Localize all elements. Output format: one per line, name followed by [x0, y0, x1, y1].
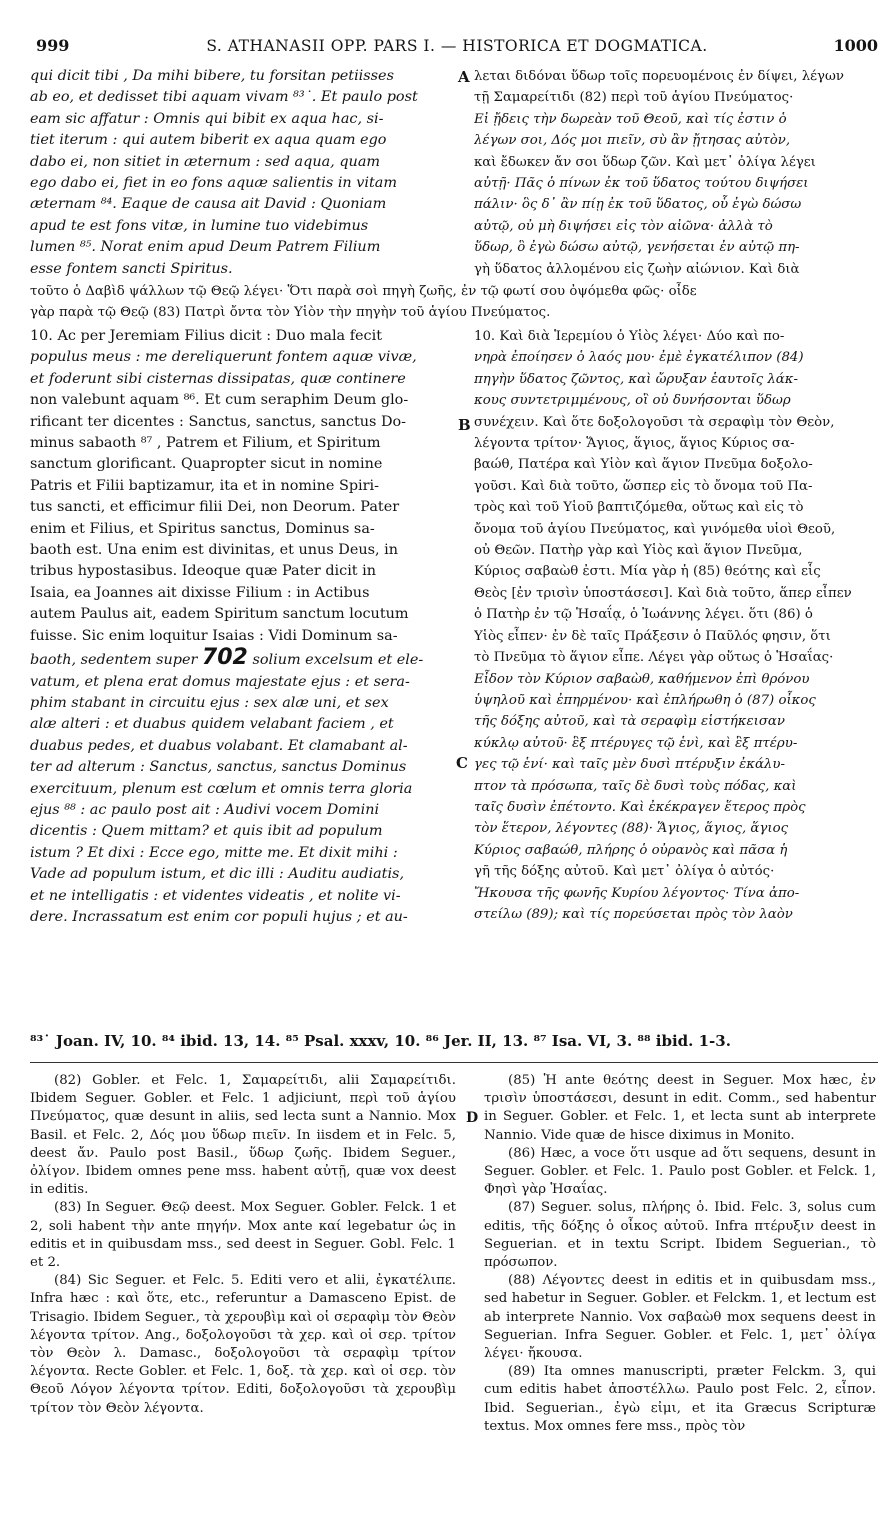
- latin-line: lumen ⁸⁵. Norat enim apud Deum Patrem Filium: [30, 239, 381, 256]
- latin-line: apud te est fons vitæ, in lumine tuo videbimus: [30, 217, 369, 234]
- latin-line: populus meus : me dereliquerunt fontem aquæ vivæ,: [30, 349, 417, 366]
- margin-letter-b: B: [458, 416, 471, 434]
- latin-line: non valebunt aquam ⁸⁶. Et cum seraphim Deum glo-: [30, 392, 409, 409]
- running-title: S. ATHANASII OPP. PARS I. — HISTORICA ET DOGMATICA.: [206, 37, 708, 55]
- greek-line: Κύριος σαβαώθ, πλήρης ὁ οὐρανὸς καὶ πᾶσα ἡ: [474, 842, 788, 858]
- greek-line: ὁ Πατὴρ ἐν τῷ Ἡσαΐᾳ, ὁ Ἰωάννης λέγει. ὅτι (86) ὁ: [474, 607, 813, 623]
- greek-line: πάλιν· ὃς δ᾽ ἂν πίῃ ἐκ τοῦ ὕδατος, οὗ ἐγὼ δώσω: [474, 197, 802, 213]
- latin-line: fuisse. Sic enim loquitur Isaias : Vidi Dominum sa-: [30, 627, 398, 644]
- footnote: (86) Hæc, a voce ὅτι usque ad ὅτι sequens, desunt in Seguer. Gobler. et Felc. 1. Paulo post Gobler. et Felck. 1, Φησὶ γὰρ Ἡσαΐας.: [484, 1145, 876, 1198]
- latin-line: et foderunt sibi cisternas dissipatas, quæ continere: [30, 370, 406, 387]
- greek-line: κύκλῳ αὐτοῦ· ἓξ πτέρυγες τῷ ἑνὶ, καὶ ἓξ πτέρυ-: [474, 735, 798, 751]
- latin-line: Vade ad populum istum, et dic illi : Auditu audiatis,: [30, 866, 405, 883]
- greek-line: πηγὴν ὕδατος ζῶντος, καὶ ὤρυξαν ἑαυτοῖς λάκ-: [474, 371, 798, 387]
- footnote: (83) In Seguer. Θεῷ deest. Mox Seguer. Gobler. Felck. 1 et 2, soli habent τὴν ante πηγήν. Mox ante καί legebatur ὡς in editis et in quibusdam mss., sed deest in Seguer. Gobl. Felc. 1 et 2.: [30, 1200, 456, 1271]
- latin-line: enim et Filius, et Spiritus sanctus, Dominus sa-: [30, 520, 375, 537]
- latin-line: esse fontem sancti Spiritus.: [30, 260, 233, 277]
- latin-line: exercituum, plenum est cœlum et omnis terra gloria: [30, 780, 413, 797]
- greek-full-line: τοῦτο ὁ Δαβὶδ ψάλλων τῷ Θεῷ λέγει· Ὅτι παρὰ σοὶ πηγὴ ζωῆς, ἐν τῷ φωτί σου ὀψόμεθα φῶς· οἶδε: [30, 284, 697, 299]
- greek-line: τῇ Σαμαρείτιδι (82) περὶ τοῦ ἁγίου Πνεύματος·: [474, 90, 794, 106]
- latin-line: solium excelsum et ele-: [252, 652, 424, 669]
- greek-line: λεται διδόναι ὕδωρ τοῖς πορευομένοις ἐν δίψει, λέγων: [474, 69, 844, 84]
- footnote: (89) Ita omnes manuscripti, præter Felckm. 3, qui cum editis habet ἀποστέλλω. Paulo post Felc. 2, εἶπον. Ibid. Seguerian., ἐγὼ εἰμι, et ita Græcus Scripturæ textus. Mox omnes fere mss., πρὸς τὸν: [484, 1364, 876, 1434]
- latin-line: ejus ⁸⁸ : ac paulo post ait : Audivi vocem Domini: [30, 801, 380, 818]
- latin-line: baoth est. Una enim est divinitas, et unus Deus, in: [30, 542, 399, 559]
- latin-line: Isaia, ea Joannes ait dixisse Filium : in Actibus: [30, 584, 370, 601]
- greek-line: ὕδωρ, ὃ ἐγὼ δώσω αὐτῷ, γενήσεται ἐν αὐτῷ πη-: [474, 240, 800, 256]
- greek-line: Εἶδον τὸν Κύριον σαβαὼθ, καθήμενον ἐπὶ θρόνου: [474, 671, 810, 687]
- greek-column-top: [474, 66, 878, 280]
- greek-line: τρὸς καὶ τοῦ Υἱοῦ βαπτιζόμεθα, οὕτως καὶ εἰς τὸ: [474, 500, 804, 516]
- greek-line: ὑψηλοῦ καὶ ἐπηρμένου· καὶ ἐπλήρωθη ὁ (87) οἶκος: [474, 692, 816, 708]
- latin-line: autem Paulus ait, eadem Spiritum sanctum locutum: [30, 606, 409, 623]
- footnote: (85) Ἡ ante θεότης deest in Seguer. Mox hæc, ἐν τρισὶν ὑποστάσεσι, desunt in edit. Comm., sed habentur in Seguer. Gobler. et Felc. 1, et lecta sunt ab interprete Nannio. Vide quæ de hisce diximus in Monito.: [484, 1073, 876, 1143]
- page-number-left: 999: [36, 36, 70, 55]
- greek-line: κους συντετριμμένους, οἳ οὐ δυνήσονται ὕδωρ: [474, 393, 791, 409]
- greek-line: τὸ Πνεῦμα τὸ ἅγιον εἶπε. Λέγει γὰρ οὕτως ὁ Ἡσαΐας·: [474, 650, 834, 666]
- footnote: (84) Sic Seguer. et Felc. 5. Editi vero et alii, ἐγκατέλιπε. Infra hæc : καὶ ὅτε, etc., referuntur a Damasceno Epist. de Trisagio. Ibidem Seguer., τὰ χερουβὶμ καὶ οἱ σεραφὶμ τὸν Θεὸν λέγοντα τρίτον. Ang., δοξολογοῦσι τὰ χερ. καὶ οἱ σερ. τρίτον τὸν Θεὸν λ. Damasc., δοξολογοῦσι τὰ σεραφὶμ τρίτον λέγοντα. Recte Gobler. et Felc. 1, δοξ. τὰ χερ. καὶ οἱ σερ. τὸν Θεοῦ Λόγον λέγοντα τρίτον. Editi, δοξολογοῦσι τὰ χερουβὶμ τρίτον τὸν Θεὸν λέγοντα.: [30, 1273, 456, 1416]
- greek-line: Κύριος σαβαὼθ ἐστι. Μία γὰρ ἡ (85) θεότης καὶ εἷς: [474, 564, 821, 580]
- greek-line: νηρὰ ἐποίησεν ὁ λαός μου· ἐμὲ ἐγκατέλιπον (84): [474, 350, 804, 366]
- latin-line: baoth, sedentem super: [30, 652, 198, 669]
- greek-line: συνέχειν. Καὶ ὅτε δοξολογοῦσι τὰ σεραφὶμ τὸν Θεὸν,: [474, 414, 835, 430]
- latin-line: istum ? Et dixi : Ecce ego, mitte me. Et dixit mihi :: [30, 844, 398, 861]
- footnote: (87) Seguer. solus, πλήρης ὁ. Ibid. Felc. 3, solus cum editis, τῆς δόξης ὁ οἶκος αὐτοῦ. Infra πτέρυξιν deest in Seguerian. et in textu Script. Ibidem Seguerian., τὸ πρόσωπον.: [484, 1200, 876, 1271]
- footnote: (82) Gobler. et Felc. 1, Σαμαρείτιδι, alii Σαμαρείτιδι. Ibidem Seguer. Gobler. et Felc. 1 adjiciunt, περὶ τοῦ ἁγίου Πνεύματος, quæ desunt in aliis, sed lecta sunt a Nannio. Mox Basil. et Felc. 2, Δός μου ὕδωρ πιεῖν. In iisdem et in Felc. 5, deest ἄν. Paulo post Basil., ὕδωρ ζωῆς. Ibidem Seguer., ὀλίγον. Ibidem omnes pene mss. habent αὐτῇ, quæ vox deest in editis.: [30, 1073, 456, 1198]
- latin-line: alæ alteri : et duabus quidem velabant faciem , et: [30, 716, 394, 733]
- latin-line: qui dicit tibi , Da mihi bibere, tu forsitan petiisses: [30, 68, 394, 84]
- footnotes-left: [30, 1072, 456, 1418]
- greek-line: Ἤκουσα τῆς φωνῆς Κυρίου λέγοντος· Τίνα ἀπο-: [474, 885, 800, 901]
- margin-letter-d: D: [466, 1110, 479, 1126]
- greek-line: γὴ ὕδατος ἁλλομένου εἰς ζωὴν αἰώνιον. Καὶ διὰ: [474, 261, 800, 277]
- greek-line: λέγοντα τρίτον· Ἅγιος, ἅγιος, ἅγιος Κύριος σα-: [474, 436, 795, 452]
- latin-line: sanctum glorificant. Quapropter sicut in nomine: [30, 456, 383, 473]
- greek-line: 10. Καὶ διὰ Ἱερεμίου ὁ Υἱὸς λέγει· Δύο καὶ πο-: [474, 329, 785, 344]
- greek-line: γῆ τῆς δόξης αὐτοῦ. Καὶ μετ᾽ ὀλίγα ὁ αὐτός·: [474, 864, 775, 880]
- latin-line-with-page-number: [30, 647, 456, 671]
- footnotes-right: [484, 1072, 876, 1436]
- latin-line: 10. Ac per Jeremiam Filius dicit : Duo mala fecit: [30, 328, 382, 344]
- greek-line: στείλω (89); καὶ τίς πορεύσεται πρὸς τὸν λαὸν: [474, 906, 793, 922]
- latin-line: Patris et Filii baptizamur, ita et in nomine Spiri-: [30, 477, 380, 494]
- latin-line: ab eo, et dedisset tibi aquam vivam ⁸³˙. Et paulo post: [30, 89, 418, 106]
- greek-line: καὶ ἔδωκεν ἄν σοι ὕδωρ ζῶν. Καὶ μετ᾽ ὀλίγα λέγει: [474, 154, 816, 170]
- latin-line: æternam ⁸⁴. Eaque de causa ait David : Quoniam: [30, 196, 387, 213]
- latin-line: ter ad alterum : Sanctus, sanctus, sanctus Dominus: [30, 759, 407, 776]
- inline-page-number: 702: [201, 647, 248, 671]
- footnote: (88) Λέγοντες deest in editis et in quibusdam mss., sed habetur in Seguer. Gobler. et Felckm. 1, et lectum est ab interprete Nannio. Vox σαβαὼθ mox sequens deest in Seguerian. Infra Seguer. Gobler. et Felc. 1, μετ᾽ ὀλίγα λέγει· ἤκουσα.: [484, 1273, 876, 1362]
- greek-line: Θεὸς [ἐν τρισὶν ὑποστάσεσι]. Καὶ διὰ τοῦτο, ἅπερ εἶπεν: [474, 585, 852, 601]
- running-header: [36, 36, 878, 62]
- latin-line: et ne intelligatis : et videntes videatis , et nolite vi-: [30, 887, 401, 904]
- greek-line: λέγων σοι, Δός μοι πιεῖν, σὺ ἂν ᾔτησας αὐτὸν,: [474, 133, 791, 149]
- latin-line: ego dabo ei, fiet in eo fons aquæ salientis in vitam: [30, 175, 398, 192]
- greek-line: βαώθ, Πατέρα καὶ Υἱὸν καὶ ἅγιον Πνεῦμα δοξολο-: [474, 457, 813, 473]
- latin-line: rificant ter dicentes : Sanctus, sanctus, sanctus Do-: [30, 413, 407, 430]
- greek-line: αὐτῇ· Πᾶς ὁ πίνων ἐκ τοῦ ὕδατος τούτου διψήσει: [474, 176, 809, 192]
- greek-line: ὄνομα τοῦ ἁγίου Πνεύματος, καὶ γινόμεθα υἱοὶ Θεοῦ,: [474, 521, 836, 537]
- latin-column-top: [30, 66, 456, 280]
- greek-line: ταῖς δυσὶν ἐπέτοντο. Καὶ ἐκέκραγεν ἕτερος πρὸς: [474, 799, 806, 815]
- greek-full-line: γὰρ παρὰ τῷ Θεῷ (83) Πατρὶ ὄντα τὸν Υἱὸν τὴν πηγὴν τοῦ ἁγίου Πνεύματος.: [30, 305, 551, 320]
- margin-letter-c: C: [456, 754, 468, 772]
- latin-line: dere. Incrassatum est enim cor populi hujus ; et au-: [30, 908, 408, 925]
- greek-line: Υἱὸς εἶπεν· ἐν δὲ ταῖς Πράξεσιν ὁ Παῦλός φησιν, ὅτι: [474, 628, 831, 644]
- latin-line: vatum, et plena erat domus majestate ejus : et sera-: [30, 673, 410, 690]
- latin-line: dabo ei, non sitiet in æternum : sed aqua, quam: [30, 153, 381, 170]
- latin-line: dicentis : Quem mittam? et quis ibit ad populum: [30, 823, 383, 840]
- greek-line: πτον τὰ πρόσωπα, ταῖς δὲ δυσὶ τοὺς πόδας, καὶ: [474, 778, 797, 794]
- latin-line: tus sancti, et efficimur filii Dei, non Deorum. Pater: [30, 499, 400, 516]
- greek-line: Εἰ ᾔδεις τὴν δωρεὰν τοῦ Θεοῦ, καὶ τίς ἐστιν ὁ: [474, 111, 787, 127]
- greek-line: οὐ Θεῶν. Πατὴρ γὰρ καὶ Υἱὸς καὶ ἅγιον Πνεῦμα,: [474, 543, 803, 559]
- latin-line: duabus pedes, et duabus volabant. Et clamabant al-: [30, 737, 408, 754]
- page-number-right: 1000: [833, 36, 878, 55]
- greek-line: τὸν ἕτερον, λέγοντες (88)· Ἅγιος, ἅγιος, ἅγιος: [474, 821, 789, 837]
- greek-line: τῆς δόξης αὐτοῦ, καὶ τὰ σεραφὶμ εἱστήκεισαν: [474, 714, 785, 730]
- latin-line: tribus hypostasibus. Ideoque quæ Pater dicit in: [30, 563, 377, 580]
- latin-line: tiet iterum : qui autem biberit ex aqua quam ego: [30, 132, 387, 149]
- greek-line: αὐτῷ, οὐ μὴ διψήσει εἰς τὸν αἰῶνα· ἀλλὰ τὸ: [474, 218, 773, 234]
- latin-line: eam sic affatur : Omnis qui bibit ex aqua hac, si-: [30, 110, 384, 127]
- latin-column-main: [30, 326, 456, 928]
- latin-line: minus sabaoth ⁸⁷ , Patrem et Filium, et Spiritum: [30, 435, 381, 452]
- greek-column-main: [474, 326, 878, 925]
- greek-line: γες τῷ ἑνί· καὶ ταῖς μὲν δυσὶ πτέρυξιν ἐκάλυ-: [474, 757, 785, 773]
- footnote-divider: [30, 1062, 878, 1063]
- greek-line: γοῦσι. Καὶ διὰ τοῦτο, ὥσπερ εἰς τὸ ὄνομα τοῦ Πα-: [474, 478, 813, 494]
- latin-line: phim stabant in circuitu ejus : sex alæ uni, et sex: [30, 694, 389, 711]
- scripture-citations: ⁸³˙ Joan. IV, 10. ⁸⁴ ibid. 13, 14. ⁸⁵ Psal. xxxv, 10. ⁸⁶ Jer. II, 13. ⁸⁷ Isa. VI, 3. ⁸⁸ ibid. 1-3.: [30, 1032, 731, 1050]
- margin-letter-a: A: [458, 68, 470, 86]
